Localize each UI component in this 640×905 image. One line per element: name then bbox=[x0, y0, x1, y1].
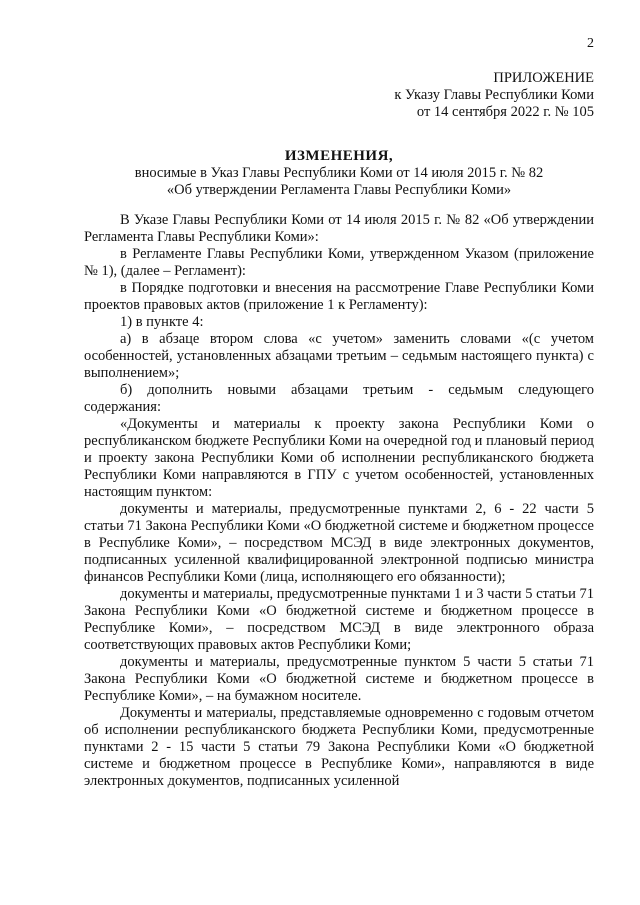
paragraph: «Документы и материалы к проекту закона Республики Коми о республиканском бюджете Республики Коми на очередной год и плановый период и проекту закона Республики Коми об исполнении республиканского бюджета Республики Коми направляются в ГПУ с учетом особенностей, установленных настоящим пунктом: bbox=[84, 416, 594, 500]
document-subtitle-line-2: «Об утверждении Регламента Главы Республики Коми» bbox=[166, 182, 512, 198]
paragraph: а) в абзаце втором слова «с учетом» заменить словами «(с учетом особенностей, установленных абзацами третьим – седьмым настоящего пункта) с выполнением»; bbox=[84, 331, 594, 381]
paragraph: в Регламенте Главы Республики Коми, утвержденном Указом (приложение № 1), (далее – Регламент): bbox=[84, 246, 594, 279]
appendix-label: ПРИЛОЖЕНИЕ bbox=[493, 70, 594, 86]
paragraph: 1) в пункте 4: bbox=[120, 314, 204, 330]
document-title-block bbox=[84, 148, 594, 199]
paragraph: б) дополнить новыми абзацами третьим - седьмым следующего содержания: bbox=[84, 382, 594, 415]
appendix-date: от 14 сентября 2022 г. № 105 bbox=[416, 104, 594, 120]
paragraph: в Порядке подготовки и внесения на рассмотрение Главе Республики Коми проектов правовых актов (приложение 1 к Регламенту): bbox=[84, 280, 594, 313]
appendix-decree-ref: к Указу Главы Республики Коми bbox=[394, 87, 594, 103]
paragraph: документы и материалы, предусмотренные пунктами 2, 6 - 22 части 5 статьи 71 Закона Республики Коми «О бюджетной системе и бюджетном процессе в Республике Коми», – посредством МСЭД в виде электронных документов, подписанных усиленной квалифицированной электронной подписью министра финансов Республики Коми (лица, исполняющего его обязанности); bbox=[84, 501, 594, 585]
page-number: 2 bbox=[587, 36, 594, 51]
paragraph: документы и материалы, предусмотренные пунктами 1 и 3 части 5 статьи 71 Закона Республики Коми «О бюджетной системе и бюджетном процессе в Республике Коми», – посредством МСЭД в виде электронного образа соответствующих правовых актов Республики Коми; bbox=[84, 586, 594, 653]
paragraph: В Указе Главы Республики Коми от 14 июля 2015 г. № 82 «Об утверждении Регламента Главы Республики Коми»: bbox=[84, 212, 594, 245]
paragraph: Документы и материалы, представляемые одновременно с годовым отчетом об исполнении республиканского бюджета Республики Коми, предусмотренные пунктами 2 - 15 части 5 статьи 79 Закона Республики Коми «О бюджетной системе и бюджетном процессе в Республике Коми», направляются в виде электронных документов, подписанных усиленной bbox=[84, 705, 594, 789]
paragraph: документы и материалы, предусмотренные пунктом 5 части 5 статьи 71 Закона Республики Коми «О бюджетной системе и бюджетном процессе в Республике Коми», – на бумажном носителе. bbox=[84, 654, 594, 704]
document-subtitle-line-1: вносимые в Указ Главы Республики Коми от 14 июля 2015 г. № 82 bbox=[134, 165, 544, 181]
document-body bbox=[84, 212, 594, 790]
document-title: ИЗМЕНЕНИЯ, bbox=[284, 148, 394, 164]
appendix-header bbox=[394, 70, 594, 121]
